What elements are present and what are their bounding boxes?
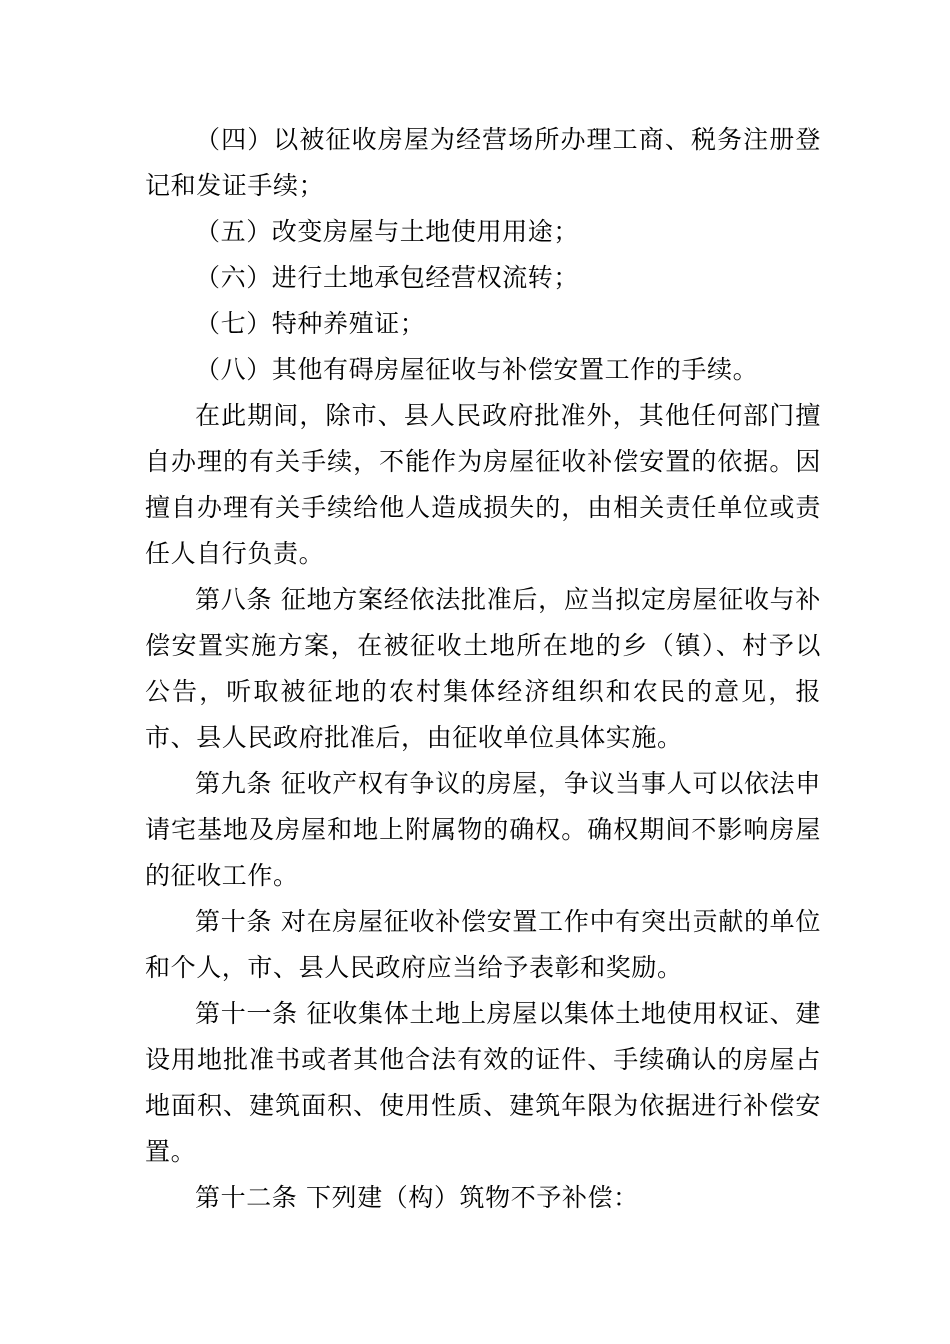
article-12: 第十二条 下列建（构）筑物不予补偿：	[195, 1183, 639, 1212]
paragraph-item-5: （五）改变房屋与土地使用用途；	[195, 217, 580, 246]
article-11: 第十一条 征收集体土地上房屋以集体土地使用权证、建设用地批准书或者其他合法有效的证件、手续确认的房屋占地面积、建筑面积、使用性质、建筑年限为依据进行补偿安置。	[145, 999, 821, 1166]
article-9: 第九条 征收产权有争议的房屋，争议当事人可以依法申请宅基地及房屋和地上附属物的确权。确权期间不影响房屋的征收工作。	[145, 769, 821, 890]
paragraph-period-note: 在此期间，除市、县人民政府批准外，其他任何部门擅自办理的有关手续，不能作为房屋征收补偿安置的依据。因擅自办理有关手续给他人造成损失的，由相关责任单位或责任人自行负责。	[145, 401, 821, 568]
paragraph-item-6: （六）进行土地承包经营权流转；	[195, 263, 580, 292]
paragraph-item-4: （四）以被征收房屋为经营场所办理工商、税务注册登记和发证手续；	[145, 125, 821, 200]
article-8: 第八条 征地方案经依法批准后，应当拟定房屋征收与补偿安置实施方案，在被征收土地所在地的乡（镇）、村予以公告，听取被征地的农村集体经济组织和农民的意见，报市、县人民政府批准后，由征收单位具体实施。	[145, 585, 821, 752]
document-body	[145, 117, 821, 1221]
paragraph-item-7: （七）特种养殖证；	[195, 309, 426, 338]
paragraph-item-8: （八）其他有碍房屋征收与补偿安置工作的手续。	[195, 355, 759, 384]
article-10: 第十条 对在房屋征收补偿安置工作中有突出贡献的单位和个人，市、县人民政府应当给予表彰和奖励。	[145, 907, 821, 982]
